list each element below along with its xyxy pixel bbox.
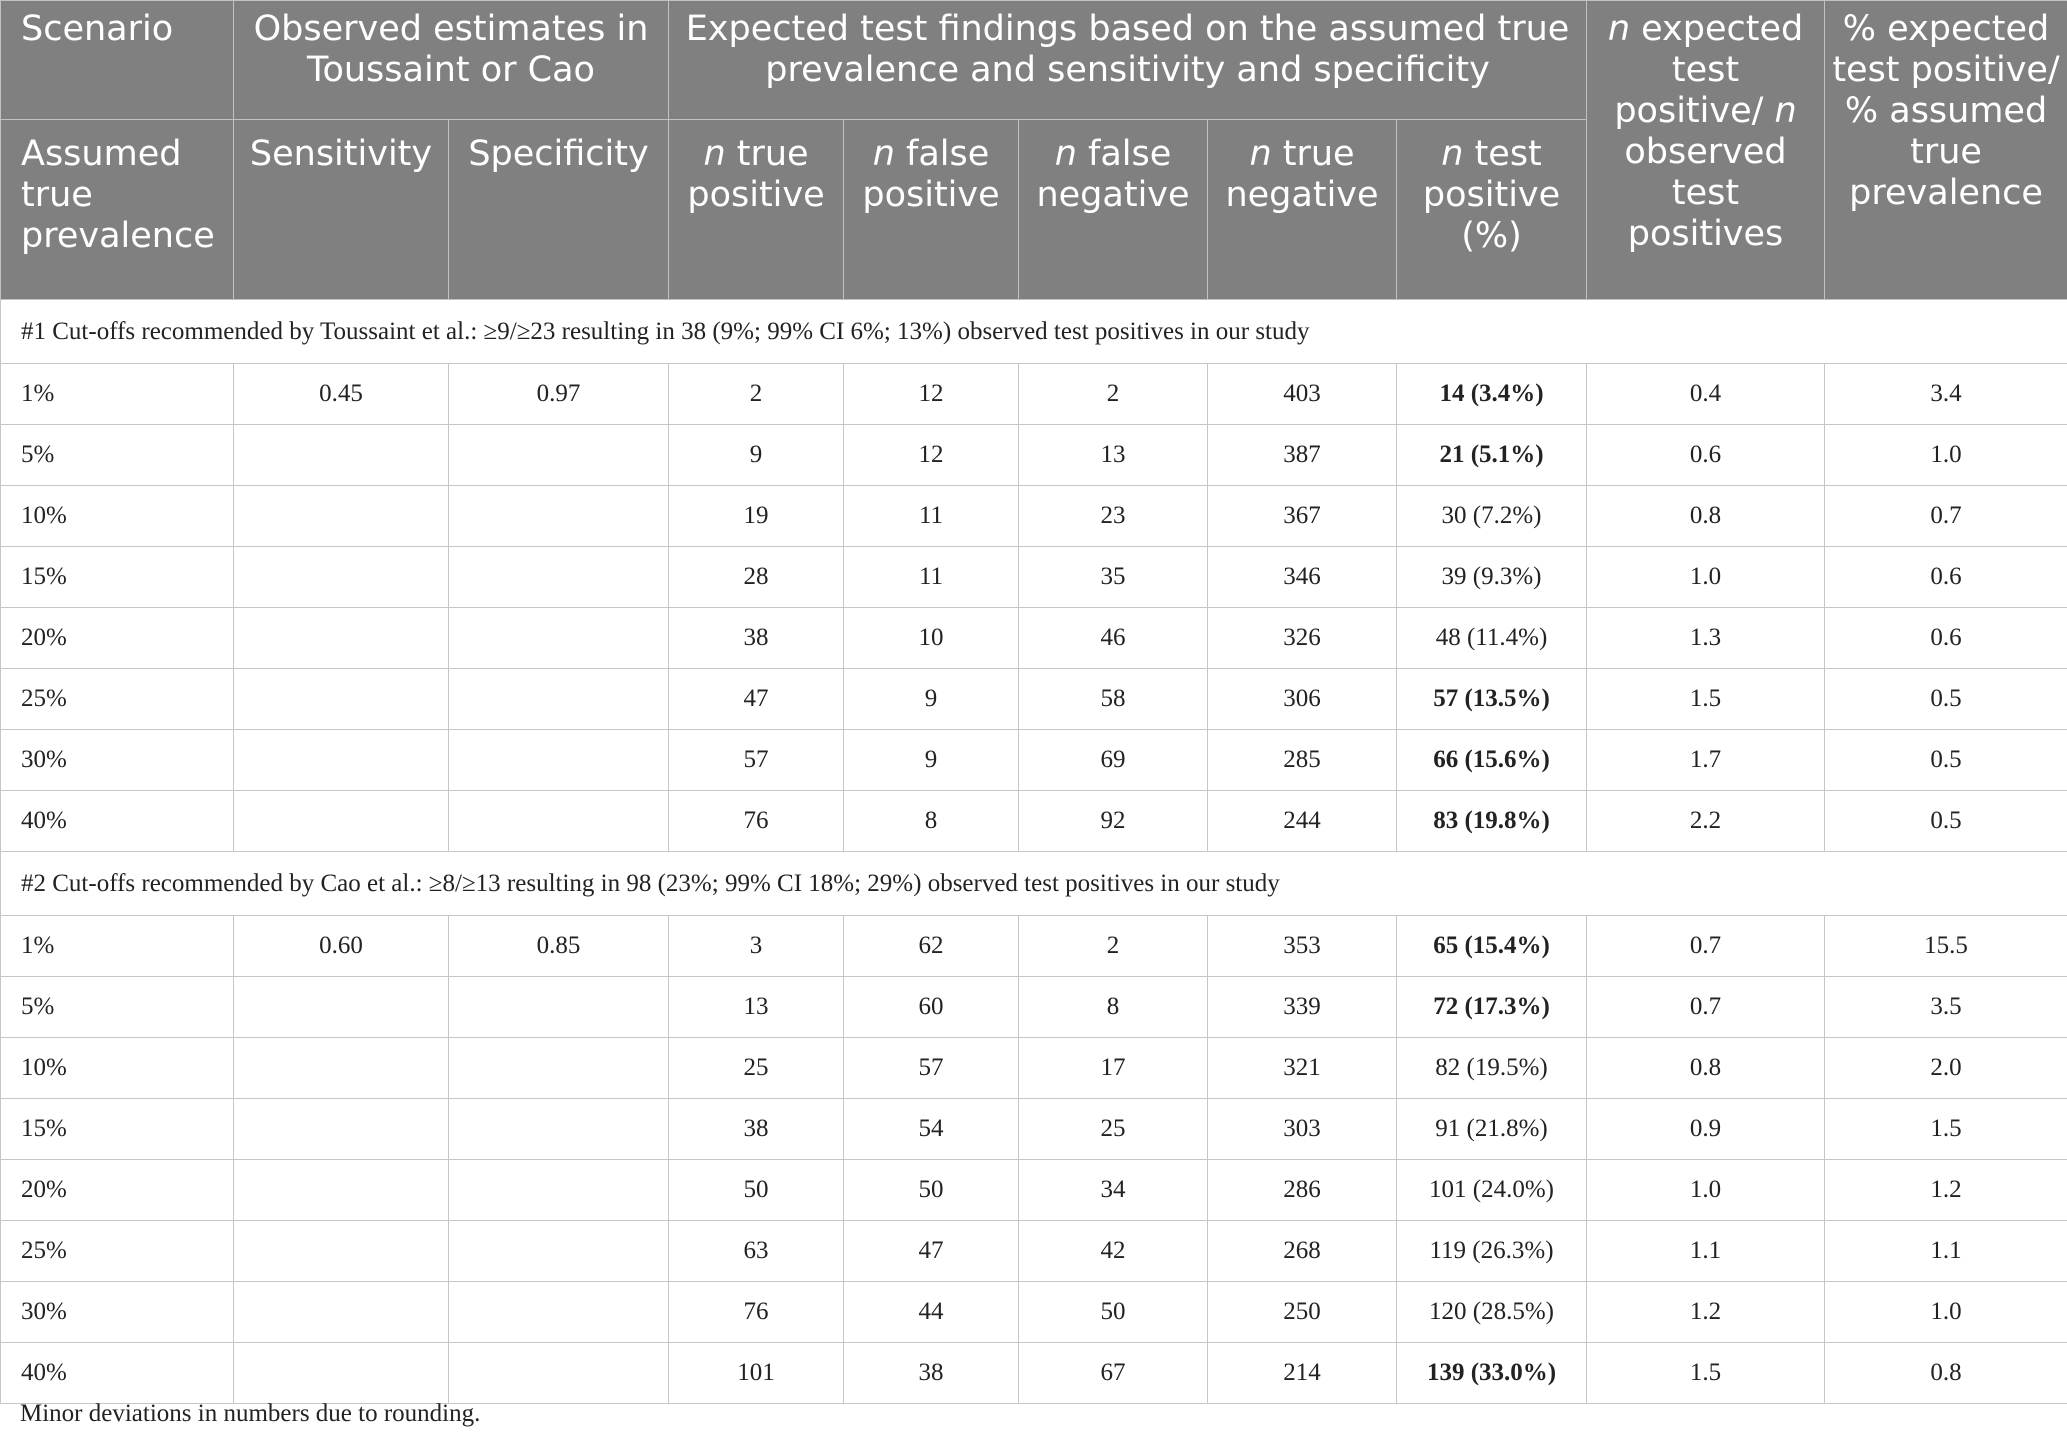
false-negative-cell: 2 — [1019, 916, 1208, 977]
false-negative-cell: 42 — [1019, 1221, 1208, 1282]
test-positive-cell: 14 (3.4%) — [1397, 364, 1587, 425]
false-negative-cell: 25 — [1019, 1099, 1208, 1160]
ratio-n-cell: 1.5 — [1587, 669, 1825, 730]
true-negative-cell: 367 — [1208, 486, 1397, 547]
ratio-pct-cell: 0.6 — [1825, 547, 2067, 608]
section-row — [1, 300, 2067, 364]
ratio-pct-cell: 0.5 — [1825, 669, 2067, 730]
ratio-n-cell: 0.8 — [1587, 486, 1825, 547]
section-row — [1, 852, 2067, 916]
false-negative-cell: 2 — [1019, 364, 1208, 425]
true-positive-cell: 9 — [669, 425, 844, 486]
prevalence-cell: 15% — [1, 1099, 234, 1160]
table-row — [1, 916, 2067, 977]
false-negative-cell: 67 — [1019, 1343, 1208, 1404]
false-negative-cell: 92 — [1019, 791, 1208, 852]
true-positive-cell: 28 — [669, 547, 844, 608]
test-positive-cell: 65 (15.4%) — [1397, 916, 1587, 977]
table-row — [1, 669, 2067, 730]
table-row — [1, 547, 2067, 608]
false-negative-cell: 17 — [1019, 1038, 1208, 1099]
footnote: Minor deviations in numbers due to rounding. — [20, 1400, 481, 1427]
specificity-cell — [449, 1282, 669, 1343]
false-negative-cell: 35 — [1019, 547, 1208, 608]
ratio-n-cell: 1.3 — [1587, 608, 1825, 669]
table-row — [1, 1282, 2067, 1343]
true-negative-cell: 268 — [1208, 1221, 1397, 1282]
test-positive-cell: 82 (19.5%) — [1397, 1038, 1587, 1099]
false-negative-cell: 46 — [1019, 608, 1208, 669]
true-positive-cell: 57 — [669, 730, 844, 791]
false-positive-cell: 11 — [844, 486, 1019, 547]
specificity-cell: 0.97 — [449, 364, 669, 425]
prevalence-cell: 5% — [1, 425, 234, 486]
true-negative-cell: 250 — [1208, 1282, 1397, 1343]
ratio-pct-cell: 1.2 — [1825, 1160, 2067, 1221]
header-observed-group: Observed estimates in Toussaint or Cao — [234, 1, 669, 120]
sensitivity-cell — [234, 547, 449, 608]
ratio-pct-cell: 3.5 — [1825, 977, 2067, 1038]
ratio-pct-cell: 0.5 — [1825, 730, 2067, 791]
ratio-n-cell: 1.0 — [1587, 547, 1825, 608]
true-positive-cell: 25 — [669, 1038, 844, 1099]
true-negative-cell: 353 — [1208, 916, 1397, 977]
specificity-cell — [449, 1038, 669, 1099]
true-positive-cell: 19 — [669, 486, 844, 547]
false-negative-cell: 69 — [1019, 730, 1208, 791]
ratio-pct-cell: 0.8 — [1825, 1343, 2067, 1404]
test-positive-cell: 48 (11.4%) — [1397, 608, 1587, 669]
false-positive-cell: 9 — [844, 669, 1019, 730]
true-negative-cell: 303 — [1208, 1099, 1397, 1160]
table-body — [1, 300, 2067, 1404]
table-row — [1, 791, 2067, 852]
header-scenario: Scenario — [1, 1, 234, 120]
sensitivity-cell — [234, 1343, 449, 1404]
sensitivity-cell — [234, 1099, 449, 1160]
true-negative-cell: 326 — [1208, 608, 1397, 669]
false-positive-cell: 38 — [844, 1343, 1019, 1404]
ratio-n-cell: 1.1 — [1587, 1221, 1825, 1282]
true-positive-cell: 63 — [669, 1221, 844, 1282]
ratio-pct-cell: 1.0 — [1825, 1282, 2067, 1343]
specificity-cell — [449, 977, 669, 1038]
false-negative-cell: 23 — [1019, 486, 1208, 547]
ratio-n-cell: 0.8 — [1587, 1038, 1825, 1099]
ratio-pct-cell: 1.1 — [1825, 1221, 2067, 1282]
ratio-pct-cell: 3.4 — [1825, 364, 2067, 425]
false-positive-cell: 54 — [844, 1099, 1019, 1160]
header-ratio-n: n expected test positive/ n observed test positives — [1587, 1, 1825, 300]
test-positive-cell: 101 (24.0%) — [1397, 1160, 1587, 1221]
test-positive-cell: 66 (15.6%) — [1397, 730, 1587, 791]
specificity-cell — [449, 486, 669, 547]
ratio-pct-cell: 0.7 — [1825, 486, 2067, 547]
table-row — [1, 1221, 2067, 1282]
specificity-cell: 0.85 — [449, 916, 669, 977]
header-false-negative: n false negative — [1019, 120, 1208, 300]
ratio-n-cell: 2.2 — [1587, 791, 1825, 852]
false-positive-cell: 12 — [844, 425, 1019, 486]
ratio-pct-cell: 1.0 — [1825, 425, 2067, 486]
prevalence-cell: 1% — [1, 916, 234, 977]
true-negative-cell: 214 — [1208, 1343, 1397, 1404]
false-positive-cell: 8 — [844, 791, 1019, 852]
true-negative-cell: 321 — [1208, 1038, 1397, 1099]
false-positive-cell: 47 — [844, 1221, 1019, 1282]
sensitivity-cell — [234, 669, 449, 730]
ratio-n-cell: 0.7 — [1587, 916, 1825, 977]
false-positive-cell: 10 — [844, 608, 1019, 669]
table-header — [1, 1, 2067, 300]
sensitivity-cell — [234, 791, 449, 852]
sensitivity-cell — [234, 730, 449, 791]
header-specificity: Specificity — [449, 120, 669, 300]
prevalence-cell: 20% — [1, 608, 234, 669]
ratio-n-cell: 0.9 — [1587, 1099, 1825, 1160]
true-positive-cell: 2 — [669, 364, 844, 425]
false-positive-cell: 50 — [844, 1160, 1019, 1221]
sensitivity-cell — [234, 1160, 449, 1221]
ratio-n-cell: 1.5 — [1587, 1343, 1825, 1404]
specificity-cell — [449, 425, 669, 486]
test-positive-cell: 119 (26.3%) — [1397, 1221, 1587, 1282]
section-title: #2 Cut-offs recommended by Cao et al.: ≥8/≥13 resulting in 98 (23%; 99% CI 18%; 29%) observed test positives in our study — [1, 852, 2067, 916]
specificity-cell — [449, 1099, 669, 1160]
false-positive-cell: 11 — [844, 547, 1019, 608]
prevalence-cell: 20% — [1, 1160, 234, 1221]
prevalence-cell: 40% — [1, 791, 234, 852]
specificity-cell — [449, 1343, 669, 1404]
sensitivity-cell — [234, 608, 449, 669]
true-negative-cell: 286 — [1208, 1160, 1397, 1221]
sensitivity-cell — [234, 1221, 449, 1282]
header-sensitivity: Sensitivity — [234, 120, 449, 300]
specificity-cell — [449, 1221, 669, 1282]
header-test-positive: n test positive (%) — [1397, 120, 1587, 300]
sensitivity-cell: 0.60 — [234, 916, 449, 977]
true-positive-cell: 13 — [669, 977, 844, 1038]
header-ratio-pct: % expected test positive/ % assumed true prevalence — [1825, 1, 2067, 300]
false-negative-cell: 13 — [1019, 425, 1208, 486]
table-row — [1, 608, 2067, 669]
true-positive-cell: 101 — [669, 1343, 844, 1404]
test-positive-cell: 139 (33.0%) — [1397, 1343, 1587, 1404]
ratio-n-cell: 1.7 — [1587, 730, 1825, 791]
test-positive-cell: 83 (19.8%) — [1397, 791, 1587, 852]
test-positive-cell: 120 (28.5%) — [1397, 1282, 1587, 1343]
true-negative-cell: 339 — [1208, 977, 1397, 1038]
ratio-n-cell: 1.0 — [1587, 1160, 1825, 1221]
test-positive-cell: 21 (5.1%) — [1397, 425, 1587, 486]
table-row — [1, 425, 2067, 486]
false-positive-cell: 12 — [844, 364, 1019, 425]
header-true-positive: n true positive — [669, 120, 844, 300]
ratio-n-cell: 0.4 — [1587, 364, 1825, 425]
false-positive-cell: 60 — [844, 977, 1019, 1038]
test-positive-cell: 57 (13.5%) — [1397, 669, 1587, 730]
specificity-cell — [449, 669, 669, 730]
true-positive-cell: 47 — [669, 669, 844, 730]
sensitivity-cell: 0.45 — [234, 364, 449, 425]
sensitivity-cell — [234, 1282, 449, 1343]
test-positive-cell: 30 (7.2%) — [1397, 486, 1587, 547]
header-assumed-prevalence: Assumed true prevalence — [1, 120, 234, 300]
specificity-cell — [449, 1160, 669, 1221]
specificity-cell — [449, 791, 669, 852]
false-negative-cell: 8 — [1019, 977, 1208, 1038]
prevalence-cell: 10% — [1, 1038, 234, 1099]
prevalence-cell: 1% — [1, 364, 234, 425]
true-negative-cell: 346 — [1208, 547, 1397, 608]
sensitivity-cell — [234, 977, 449, 1038]
test-positive-cell: 39 (9.3%) — [1397, 547, 1587, 608]
prevalence-cell: 30% — [1, 1282, 234, 1343]
prevalence-cell: 40% — [1, 1343, 234, 1404]
ratio-pct-cell: 0.6 — [1825, 608, 2067, 669]
ratio-pct-cell: 2.0 — [1825, 1038, 2067, 1099]
table-row — [1, 1099, 2067, 1160]
ratio-pct-cell: 0.5 — [1825, 791, 2067, 852]
table-row — [1, 1038, 2067, 1099]
prevalence-cell: 15% — [1, 547, 234, 608]
false-positive-cell: 62 — [844, 916, 1019, 977]
ratio-pct-cell: 15.5 — [1825, 916, 2067, 977]
header-false-positive: n false positive — [844, 120, 1019, 300]
false-negative-cell: 50 — [1019, 1282, 1208, 1343]
table-row — [1, 1160, 2067, 1221]
true-negative-cell: 244 — [1208, 791, 1397, 852]
false-positive-cell: 9 — [844, 730, 1019, 791]
true-negative-cell: 387 — [1208, 425, 1397, 486]
sensitivity-cell — [234, 486, 449, 547]
specificity-cell — [449, 608, 669, 669]
prevalence-cell: 30% — [1, 730, 234, 791]
false-positive-cell: 44 — [844, 1282, 1019, 1343]
specificity-cell — [449, 547, 669, 608]
sensitivity-cell — [234, 1038, 449, 1099]
false-negative-cell: 58 — [1019, 669, 1208, 730]
sensitivity-cell — [234, 425, 449, 486]
header-expected-group: Expected test findings based on the assumed true prevalence and sensitivity and specificity — [669, 1, 1587, 120]
false-negative-cell: 34 — [1019, 1160, 1208, 1221]
prevalence-cell: 25% — [1, 1221, 234, 1282]
table-row — [1, 486, 2067, 547]
true-positive-cell: 76 — [669, 791, 844, 852]
true-positive-cell: 76 — [669, 1282, 844, 1343]
true-negative-cell: 285 — [1208, 730, 1397, 791]
prevalence-cell: 5% — [1, 977, 234, 1038]
ratio-n-cell: 1.2 — [1587, 1282, 1825, 1343]
false-positive-cell: 57 — [844, 1038, 1019, 1099]
specificity-cell — [449, 730, 669, 791]
true-positive-cell: 38 — [669, 1099, 844, 1160]
true-negative-cell: 306 — [1208, 669, 1397, 730]
ratio-n-cell: 0.6 — [1587, 425, 1825, 486]
true-negative-cell: 403 — [1208, 364, 1397, 425]
true-positive-cell: 38 — [669, 608, 844, 669]
test-positive-cell: 91 (21.8%) — [1397, 1099, 1587, 1160]
prevalence-cell: 25% — [1, 669, 234, 730]
true-positive-cell: 3 — [669, 916, 844, 977]
prevalence-cell: 10% — [1, 486, 234, 547]
table-row — [1, 1343, 2067, 1404]
section-title: #1 Cut-offs recommended by Toussaint et al.: ≥9/≥23 resulting in 38 (9%; 99% CI 6%; 13%) observed test positives in our study — [1, 300, 2067, 364]
test-positive-cell: 72 (17.3%) — [1397, 977, 1587, 1038]
header-true-negative: n true negative — [1208, 120, 1397, 300]
true-positive-cell: 50 — [669, 1160, 844, 1221]
table-row — [1, 364, 2067, 425]
table-row — [1, 730, 2067, 791]
ratio-n-cell: 0.7 — [1587, 977, 1825, 1038]
ratio-pct-cell: 1.5 — [1825, 1099, 2067, 1160]
table-row — [1, 977, 2067, 1038]
